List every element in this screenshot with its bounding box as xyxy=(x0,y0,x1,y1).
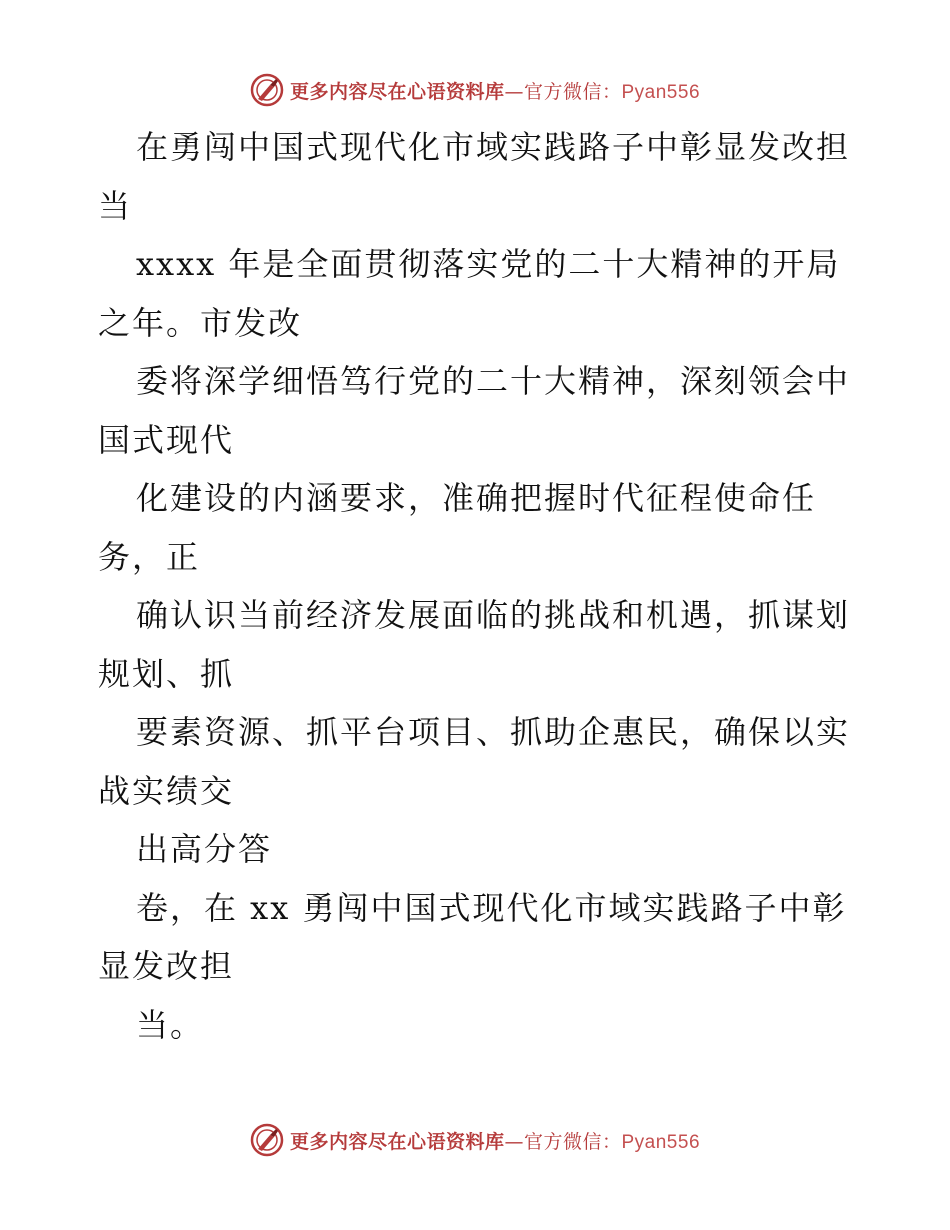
text-line: 化建设的内涵要求，准确把握时代征程使命任 xyxy=(136,479,817,517)
text-line: 在勇闯中国式现代化市域实践路子中彰显发改担 xyxy=(136,128,851,166)
banner-main-text: 更多内容尽在心语资料库 xyxy=(289,80,505,103)
banner-dash: — xyxy=(504,1130,524,1153)
banner-text xyxy=(290,77,700,104)
text-line: 当 xyxy=(98,186,133,225)
text-line: 当。 xyxy=(136,1005,205,1044)
document-body xyxy=(98,118,858,1054)
banner-dash: — xyxy=(504,80,524,103)
text-line: 卷，在 xx 勇闯中国式现代化市域实践路子中彰 xyxy=(136,888,847,927)
text-line: 规划、抓 xyxy=(98,654,235,693)
pen-logo-icon xyxy=(250,73,284,107)
text-line: xxxx 年是全面贯彻落实党的二十大精神的开局 xyxy=(136,245,841,283)
banner-wechat-label: 官方微信： xyxy=(523,1130,622,1153)
text-line: 战实绩交 xyxy=(98,771,235,810)
text-line: 要素资源、抓平台项目、抓助企惠民，确保以实 xyxy=(136,713,851,751)
banner-wechat-handle: Pyan556 xyxy=(621,1131,701,1153)
text-line: 务，正 xyxy=(98,537,201,576)
text-line: 委将深学细悟笃行党的二十大精神，深刻领会中 xyxy=(136,362,851,400)
text-line: 国式现代 xyxy=(98,420,235,459)
text-line: 之年。市发改 xyxy=(98,303,303,342)
banner-text xyxy=(290,1127,700,1154)
header-watermark-banner xyxy=(0,70,950,110)
footer-watermark-banner xyxy=(0,1120,950,1160)
banner-main-text: 更多内容尽在心语资料库 xyxy=(289,1130,505,1153)
text-line: 确认识当前经济发展面临的挑战和机遇，抓谋划 xyxy=(136,596,851,634)
banner-wechat-handle: Pyan556 xyxy=(621,81,701,103)
pen-logo-icon xyxy=(250,1123,284,1157)
banner-wechat-label: 官方微信： xyxy=(523,80,622,103)
text-line: 出高分答 xyxy=(136,830,273,868)
text-line: 显发改担 xyxy=(98,947,235,985)
